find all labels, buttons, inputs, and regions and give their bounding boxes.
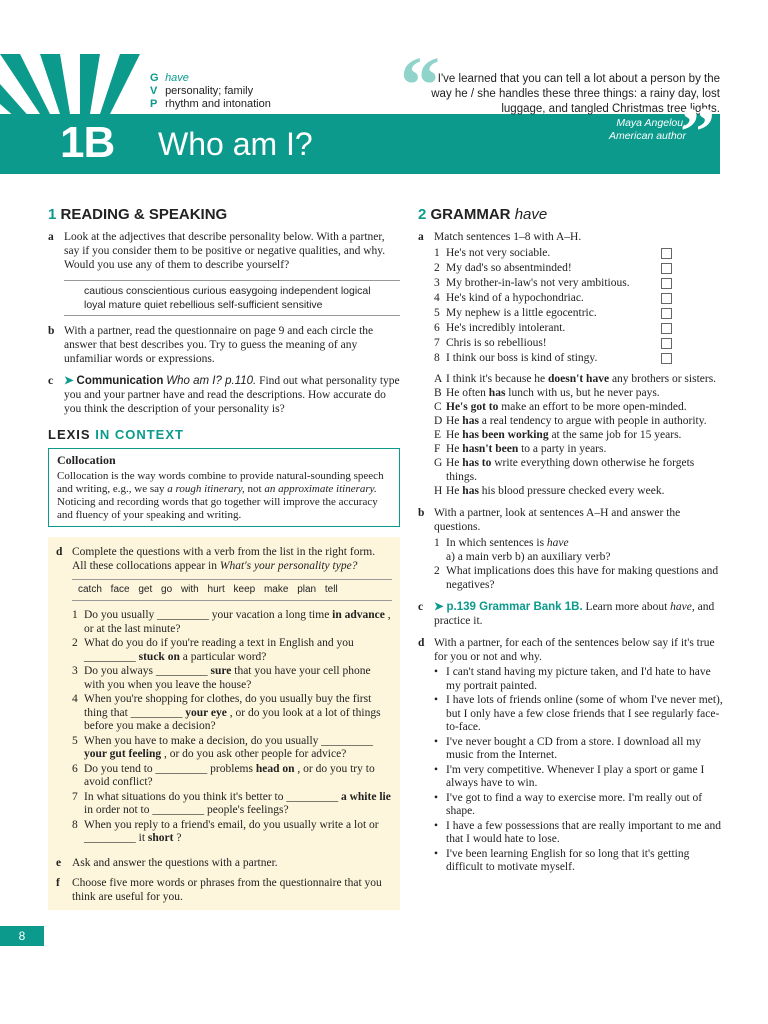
answer-text: at the same job for 15 years. (551, 429, 682, 441)
answer-checkbox[interactable] (661, 308, 672, 319)
statement-item: • I've never bought a CD from a store. I download all my music from the Internet. (434, 736, 724, 763)
vocabulary-key: V (150, 85, 158, 97)
exercise-b: b With a partner, read the questionnaire on page 9 and each circle the answer that best describes you. Try to guess the meaning of any unfamiliar words or expressions. (48, 325, 374, 365)
answer-checkbox[interactable] (661, 278, 672, 289)
question-text: Do you usually _________ your vacation a long time (84, 609, 330, 621)
answer-item (434, 386, 724, 400)
sentence-item (434, 291, 724, 306)
exercise-f: f Choose five more words or phrases from the questionnaire that you think are useful for you. (56, 876, 382, 903)
exercise-d: d With a partner, for each of the sentences below say if it's true for you or not and why. • I can't stand having my picture taken, and I'd hate to have my portrait painted. • I have lots of friends online (some of whom I've never met), but I only have a few close friends that I see regularly face-to-face. • I've never bought a CD from a store. I download all my music from the Internet. • I'm very competitive. Whenever I play a sport or game I always have to win. • I've got to find a way to exercise more. I'm really out of shape. • I have a few possessions that are really important to me and that I would hate to lose. • I've been learning English for so long that it's getting difficult to motivate myself. (418, 636, 724, 875)
quote-author (520, 117, 686, 143)
grammar-bank-link[interactable]: p.139 Grammar Bank 1B. (446, 601, 583, 613)
question-text: When you reply to a friend's email, do you usually write a lot or _________ it (84, 818, 379, 844)
page-number: 8 (0, 926, 44, 946)
statement-item: • I've been learning English for so long that it's getting difficult to motivate myself. (434, 848, 724, 875)
exercise-b: b With a partner, look at sentences A–H and answer the questions. 1 In which sentences is have a) a main verb b) an auxiliary verb? 2 What implications does this have for making questions and negatives? (418, 506, 724, 592)
communication-link[interactable]: Communication (76, 375, 164, 387)
grammar-focus: have (165, 72, 189, 84)
sentence-text: He's not very sociable. (446, 247, 551, 259)
vocabulary-focus: personality; family (165, 85, 254, 97)
have-form: has been working (462, 429, 549, 441)
have-form: has to (462, 457, 492, 469)
question-text: that you have your cell phone with you when you leave the house? (84, 665, 371, 691)
answer-text: He (446, 429, 460, 441)
exercise-a: a Look at the adjectives that describe personality below. With a partner, say if you consider them to be positive or negative qualities, and why. Would you use any of them to describe yourself? (48, 231, 386, 271)
quote-author-name: Maya Angelou, (616, 117, 686, 129)
answer-checkbox[interactable] (661, 293, 672, 304)
reading-speaking-section (48, 208, 400, 910)
question-text: , or do you ask other people for advice? (163, 748, 347, 760)
statement-item: • I have lots of friends online (some of whom I've never met), but I only have a few close friends that I see regularly face-to-face. (434, 694, 724, 735)
exercise-e: e Ask and answer the questions with a partner. (56, 856, 278, 869)
answer-text: I think it's because he (446, 373, 546, 385)
grammar-key: G (150, 72, 159, 84)
answer-list (434, 372, 724, 498)
answer-item (434, 400, 724, 414)
sentence-number: 6 (434, 322, 440, 334)
exercise-a: a Match sentences 1–8 with A–H. (418, 231, 582, 243)
answer-letter: D (434, 415, 443, 427)
sentence-number: 4 (434, 292, 440, 304)
answer-text: make an effort to be more open-minded. (501, 401, 687, 413)
collocation-phrase: short (147, 832, 174, 844)
sentence-text: My brother-in-law's not very ambitious. (446, 277, 630, 289)
pronunciation-focus: rhythm and intonation (165, 98, 271, 110)
statement-item: • I have a few possessions that are really important to me and that I would hate to lose. (434, 820, 724, 847)
question-number: 8 (72, 818, 78, 831)
question-item (72, 609, 392, 636)
collocation-phrase: in advance (332, 609, 385, 621)
have-form: doesn't have (548, 373, 610, 385)
question-item (72, 819, 392, 846)
have-form: He's got to (446, 401, 499, 413)
statement-item: • I'm very competitive. Whenever I play a sport or game I always have to win. (434, 764, 724, 791)
collocation-phrase: your gut feeling (84, 748, 162, 760)
question-text: When you're shopping for clothes, do you usually buy the first thing that _________ (84, 693, 372, 719)
have-form: has (488, 387, 506, 399)
question-list (56, 609, 392, 846)
answer-text: any brothers or sisters. (611, 373, 717, 385)
epigraph-quote: I've learned that you can tell a lot about a person by the way he / she handles these three things: a rainy day, lost luggage, and tangled Christmas tree lights. (431, 73, 720, 115)
sentence-number: 3 (434, 277, 440, 289)
answer-letter: A (434, 373, 443, 385)
collocation-phrase: your eye (185, 706, 227, 719)
sentence-text: I think our boss is kind of stingy. (446, 352, 598, 364)
quote-open-mark-icon: “ (400, 42, 440, 130)
question-number: 6 (72, 762, 78, 775)
collocation-exercise-panel (48, 537, 400, 910)
have-form: hasn't been (462, 443, 519, 455)
collocation-title: Collocation (57, 453, 116, 467)
collocation-body: Collocation is the way words combine to provide natural-sounding speech and writing, e.g., we say a rough itinerary, not an approximate itinerary. Noticing and recording words that go together will improve the accuracy and fluency of your speaking and writing. (57, 470, 384, 521)
sentence-item (434, 246, 724, 261)
have-form: has (462, 485, 479, 497)
question-number: 2 (72, 637, 78, 649)
exercise-c: c ➤ p.139 Grammar Bank 1B. Learn more about have, and practice it. (418, 601, 715, 627)
have-form: has (462, 415, 479, 427)
answer-item (434, 484, 724, 498)
collocation-phrase: a white lie (340, 790, 391, 803)
answer-letter: F (434, 443, 441, 455)
answer-letter: C (434, 401, 442, 413)
answer-text: write everything down otherwise he forgets things. (446, 457, 695, 483)
question-number: 1 (72, 609, 78, 621)
sentence-text: He's incredibly intolerant. (446, 322, 566, 334)
unit-focus-list (150, 72, 271, 111)
answer-checkbox[interactable] (661, 323, 672, 334)
arrow-icon: ➤ (434, 601, 444, 613)
question-text: a particular word? (182, 650, 267, 663)
question-text: Do you tend to _________ problems (84, 762, 253, 775)
question-number: 4 (72, 693, 78, 705)
sentence-text: My nephew is a little egocentric. (446, 307, 597, 319)
answer-item (434, 428, 724, 442)
collocation-phrase: sure (210, 665, 232, 677)
sentence-item (434, 276, 724, 291)
question-item (72, 763, 392, 790)
sub-question: 1 In which sentences is have a) a main verb b) an auxiliary verb? (434, 537, 611, 563)
question-text: What do you do if you're reading a text in English and you _________ (84, 637, 354, 663)
answer-item (434, 414, 724, 428)
sentence-text: My dad's so absentminded! (446, 262, 572, 274)
exercise-d: d Complete the questions with a verb from the list in the right form. All these collocations appear in What's your personality type? (56, 546, 376, 572)
sentence-item (434, 321, 724, 336)
answer-letter: E (434, 429, 442, 441)
answer-letter: G (434, 457, 443, 469)
answer-text: lunch with us, but he never pays. (508, 387, 660, 399)
unit-number: 1B (60, 118, 115, 167)
lexis-heading: LEXIS IN CONTEXT (48, 427, 184, 442)
collocation-phrase: stuck on (138, 650, 180, 663)
sentence-number: 1 (434, 247, 440, 259)
question-text: in order not to _________ people's feelings? (84, 804, 289, 816)
answer-text: He often (446, 387, 486, 399)
grammar-section (418, 208, 724, 883)
answer-checkbox[interactable] (661, 248, 672, 259)
question-item (72, 791, 392, 818)
sentence-item (434, 336, 724, 351)
sentence-item (434, 261, 724, 276)
collocation-box (48, 448, 400, 527)
pronunciation-key: P (150, 98, 158, 110)
answer-text: his blood pressure checked every week. (481, 485, 665, 497)
answer-text: He (446, 443, 460, 455)
question-item (72, 665, 392, 692)
answer-item (434, 442, 724, 456)
answer-letter: H (434, 485, 443, 497)
exercise-c: c ➤ Communication Who am I? p.110. Find out what personality type you and your partner have and read the descriptions. How accurate do you think the description of your personality is? (48, 375, 400, 415)
answer-checkbox[interactable] (661, 263, 672, 274)
sentence-item (434, 351, 724, 366)
section-heading: 2 GRAMMAR have (418, 206, 548, 223)
statement-list (434, 666, 724, 875)
answer-text: He (446, 485, 460, 497)
sentence-number: 8 (434, 352, 440, 364)
question-text: Do you always _________ (84, 665, 208, 677)
sentence-text: He's kind of a hypochondriac. (446, 292, 584, 304)
question-number: 3 (72, 665, 78, 677)
unit-title: Who am I? (158, 126, 313, 162)
answer-letter: B (434, 387, 442, 399)
section-heading: 1 READING & SPEAKING (48, 206, 228, 223)
question-text: , or do you look at a lot of things before you make a decision? (84, 706, 381, 732)
arrow-icon: ➤ (64, 375, 74, 387)
answer-checkbox[interactable] (661, 338, 672, 349)
question-item (72, 693, 392, 734)
question-item (72, 637, 392, 664)
answer-checkbox[interactable] (661, 353, 672, 364)
question-text: ? (176, 832, 182, 844)
sentence-number: 2 (434, 262, 440, 274)
sentence-item (434, 306, 724, 321)
statement-item: • I can't stand having my picture taken, and I'd hate to have my portrait painted. (434, 666, 724, 693)
sentence-number: 5 (434, 307, 440, 319)
statement-item: • I've got to find a way to exercise more. I'm really out of shape. (434, 792, 724, 819)
sentence-list (434, 246, 724, 366)
answer-text: to a party in years. (521, 443, 607, 455)
collocation-phrase: head on (255, 762, 295, 775)
adjective-box (64, 280, 400, 316)
answer-item (434, 372, 724, 386)
question-number: 7 (72, 790, 78, 803)
adjective-line: loyal mature quiet rebellious self-sufficient sensitive (84, 299, 323, 311)
answer-text: a real tendency to argue with people in authority. (481, 415, 707, 427)
answer-text: He (446, 457, 460, 469)
question-text: When you have to make a decision, do you usually _________ (84, 734, 374, 747)
question-item (72, 735, 392, 762)
adjective-line: cautious conscientious curious easygoing independent logical (84, 285, 371, 297)
verb-list-box: catch face get go with hurt keep make plan tell (72, 579, 392, 601)
sub-questions (434, 536, 724, 592)
question-number: 5 (72, 734, 78, 747)
answer-text: He (446, 415, 460, 427)
question-text: In what situations do you think it's better to _________ (84, 790, 339, 803)
sub-question: 2 What implications does this have for making questions and negatives? (434, 565, 719, 591)
quote-close-mark-icon: ” (680, 94, 715, 171)
answer-item (434, 456, 724, 484)
question-text: , or do you try to avoid conflict? (84, 762, 375, 788)
question-text: , or at the last minute? (84, 609, 391, 635)
quote-author-role: American author (608, 130, 686, 142)
sentence-number: 7 (434, 337, 440, 349)
sentence-text: Chris is so rebellious! (446, 337, 547, 349)
